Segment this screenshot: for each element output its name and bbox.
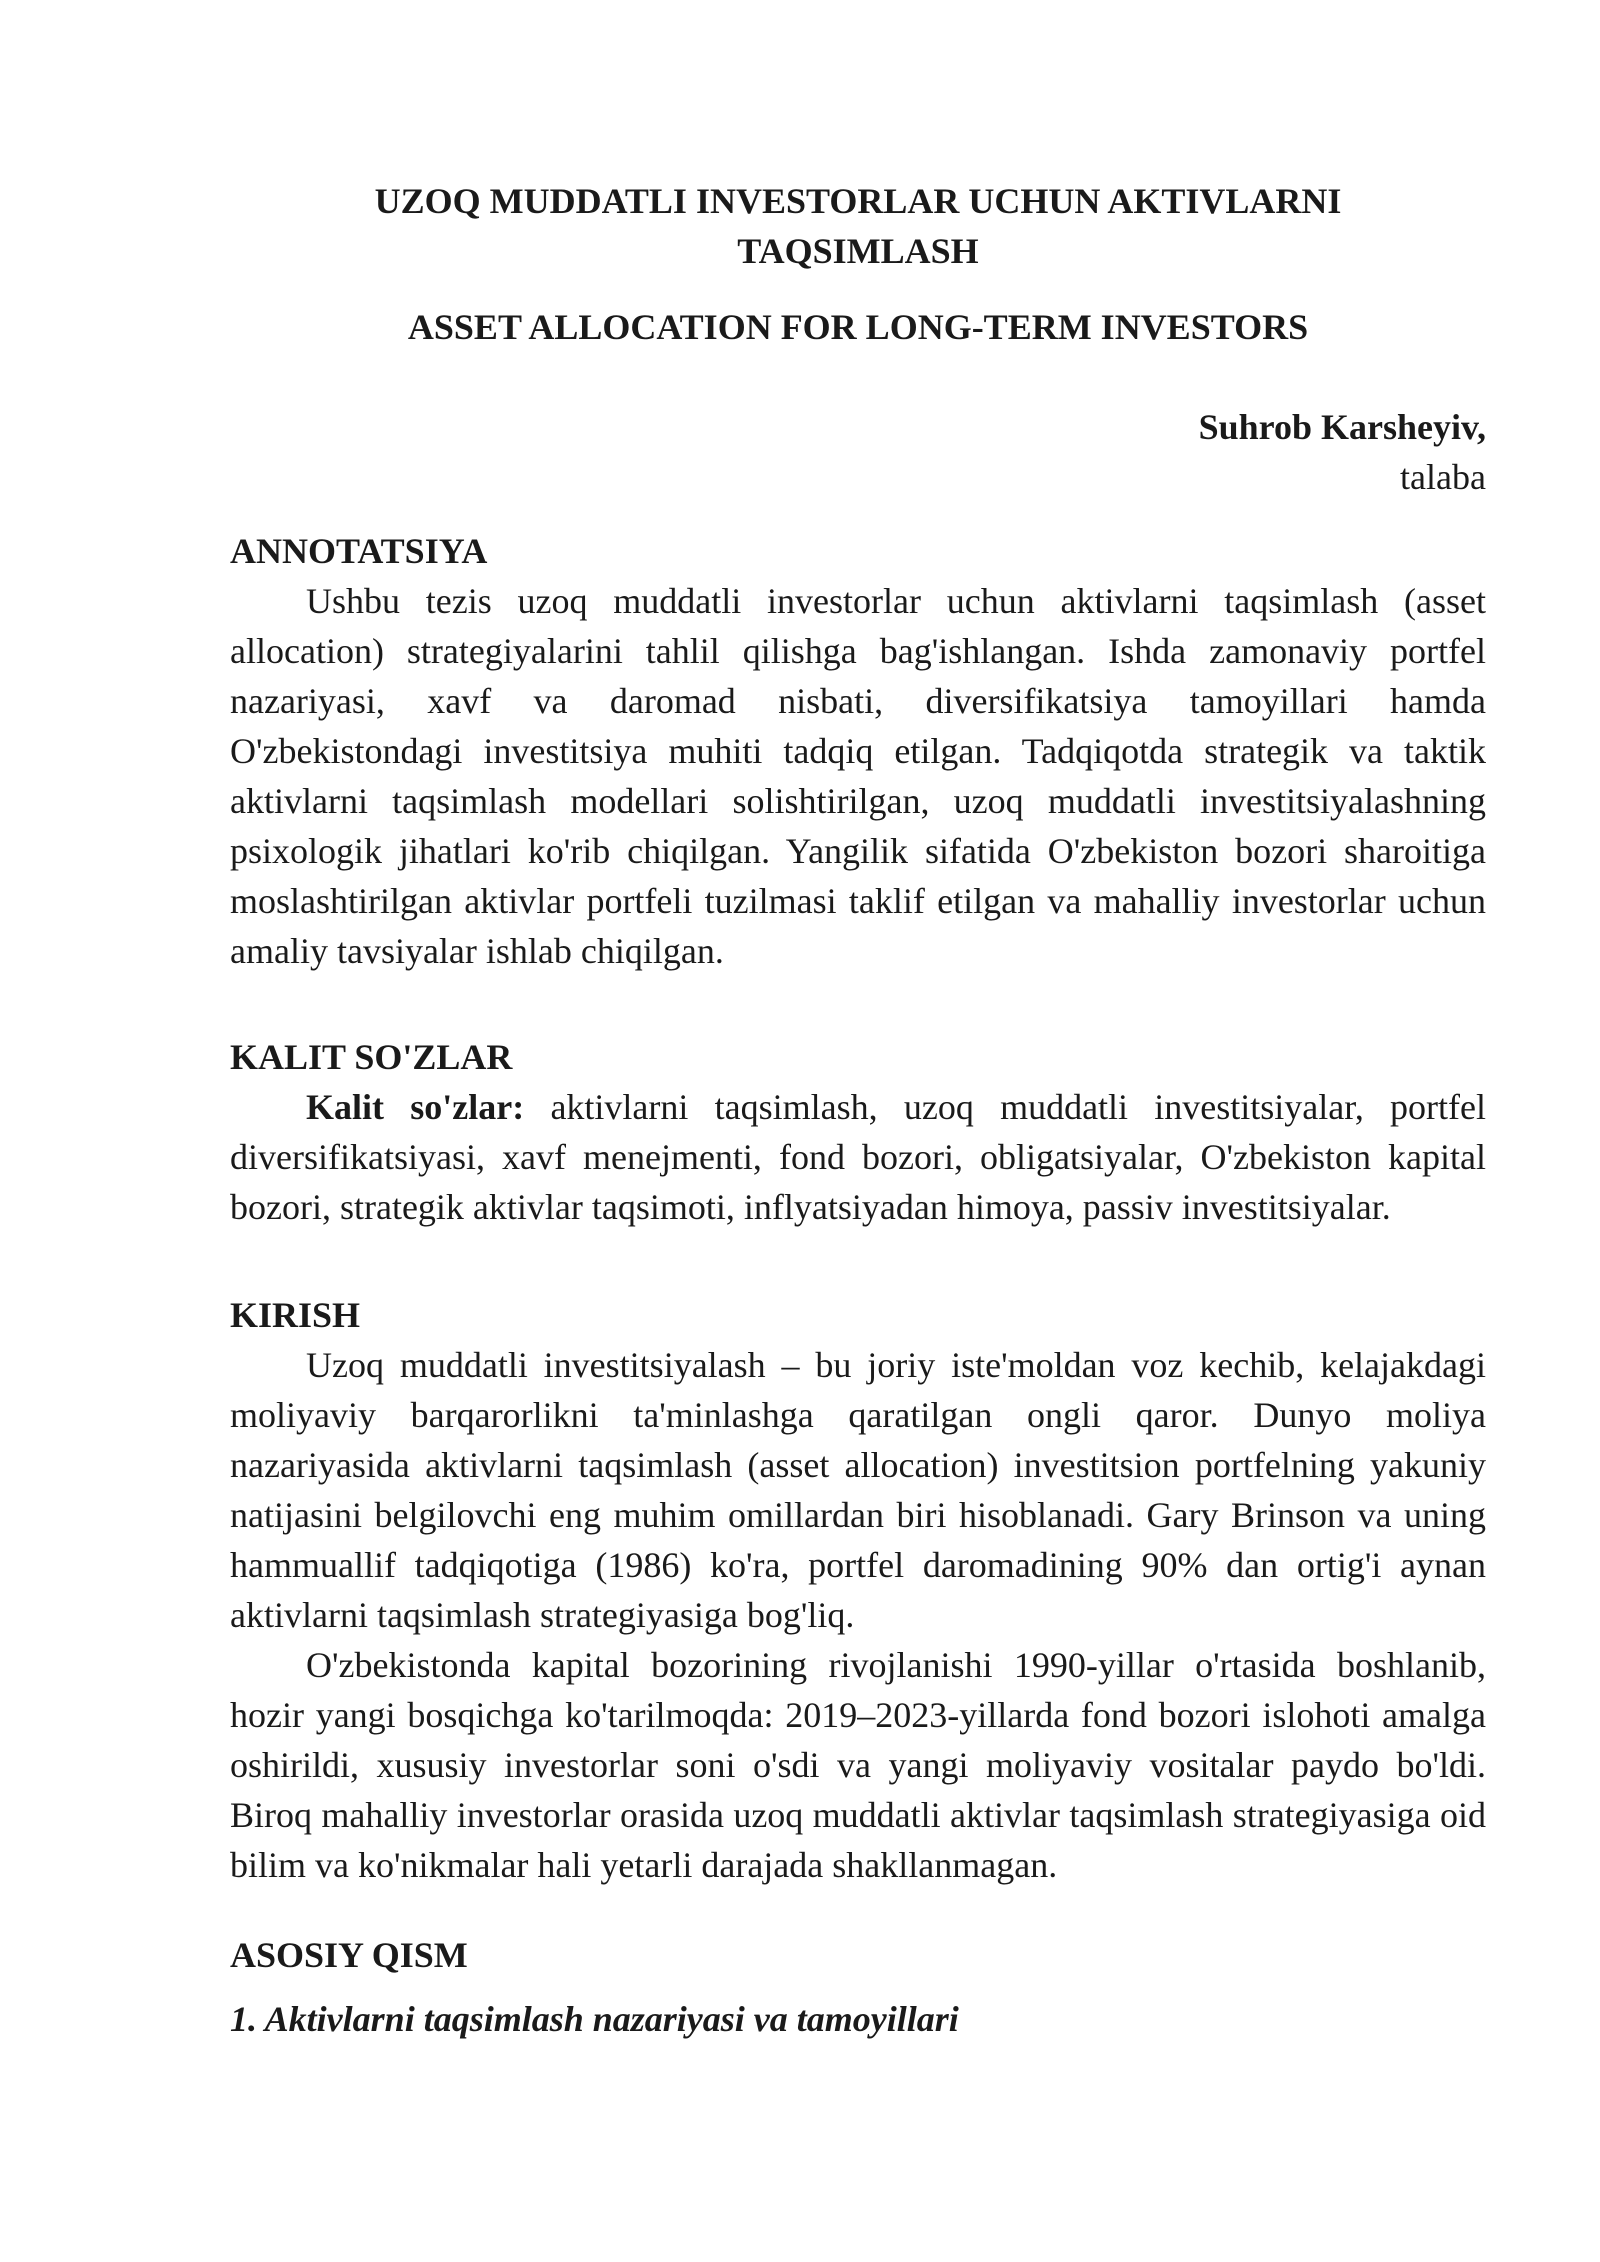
keywords-paragraph [230, 1082, 1486, 1232]
author-block [1199, 402, 1486, 502]
intro-paragraph-2: O'zbekistonda kapital bozorining rivojlanishi 1990-yillar o'rtasida boshlanib, hozir yangi bosqichga ko'tarilmoqda: 2019–2023-yillarda fond bozori islohoti amalga oshirildi, xususiy investorlar soni o'sdi va yangi moliyaviy vositalar paydo bo'ldi. Biroq mahalliy investorlar orasida uzoq muddatli aktivlar taqsimlash strategiyasiga oid bilim va ko'nikmalar hali yetarli darajada shakllanmagan. [230, 1645, 1486, 1885]
title-uz-line2: TAQSIMLASH [737, 231, 979, 271]
document-title-en: ASSET ALLOCATION FOR LONG-TERM INVESTORS [407, 307, 1309, 347]
intro-paragraph-1: Uzoq muddatli investitsiyalash – bu joriy iste'moldan voz kechib, kelajakdagi moliyaviy barqarorlikni ta'minlashga qaratilgan ongli qaror. Dunyo moliya nazariyasida aktivlarni taqsimlash (asset allocation) investitsion portfelning yakuniy natijasini belgilovchi eng muhim omillardan biri hisoblanadi. Gary Brinson va uning hammuallif tadqiqotiga (1986) ko'ra, portfel daromadining 90% dan ortig'i aynan aktivlarni taqsimlash strategiyasiga bog'liq. [230, 1345, 1486, 1635]
main-heading: ASOSIY QISM [230, 1935, 468, 1975]
annotation-paragraph: Ushbu tezis uzoq muddatli investorlar uchun aktivlarni taqsimlash (asset allocation) strategiyalarini tahlil qilishga bag'ishlangan. Ishda zamonaviy portfel nazariyasi, xavf va daromad nisbati, diversifikatsiya tamoyillari hamda O'zbekistondagi investitsiya muhiti tadqiq etilgan. Tadqiqotda strategik va taktik aktivlarni taqsimlash modellari solishtirilgan, uzoq muddatli investitsiyalashning psixologik jihatlari ko'rib chiqilgan. Yangilik sifatida O'zbekiston bozori sharoitiga moslashtirilgan aktivlar portfeli tuzilmasi taklif etilgan va mahalliy investorlar uchun amaliy tavsiyalar ishlab chiqilgan. [230, 581, 1486, 971]
author-role: talaba [1400, 457, 1486, 497]
author-name: Suhrob Karsheyiv, [1198, 407, 1486, 447]
title-uz-line1: UZOQ MUDDATLI INVESTORLAR UCHUN AKTIVLARNI [374, 181, 1342, 221]
keywords-text: aktivlarni taqsimlash, uzoq muddatli investitsiyalar, portfel diversifikatsiyasi, xavf menejmenti, fond bozori, obligatsiyalar, O'zbekiston kapital bozori, strategik aktivlar taqsimoti, inflyatsiyadan himoya, passiv investitsiyalar. [230, 1087, 1487, 1227]
intro-heading: KIRISH [230, 1295, 361, 1335]
annotation-heading: ANNOTATSIYA [230, 531, 488, 571]
main-subheading: 1. Aktivlarni taqsimlash nazariyasi va tamoyillari [230, 1999, 959, 2039]
document-title-uz [230, 176, 1486, 276]
keywords-lead: Kalit so'zlar: [306, 1087, 525, 1127]
keywords-heading: KALIT SO'ZLAR [230, 1037, 513, 1077]
